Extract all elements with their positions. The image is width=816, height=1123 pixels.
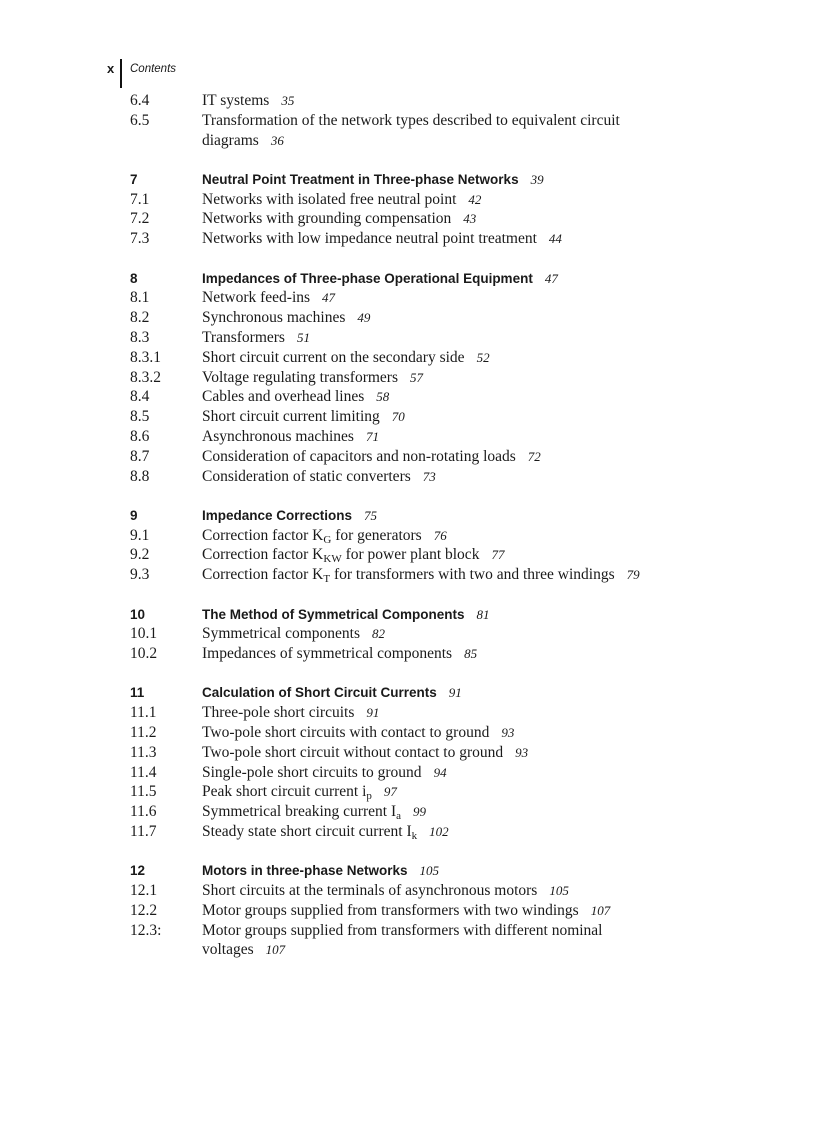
toc-entry[interactable] xyxy=(130,901,690,921)
entry-number: 8.7 xyxy=(130,447,150,465)
subscript: T xyxy=(323,573,331,586)
entry-title-text: voltages xyxy=(202,941,254,959)
toc-section xyxy=(130,506,690,585)
entry-number: 6.4 xyxy=(130,92,150,109)
entry-page: 47 xyxy=(322,290,336,306)
entry-number: 9.1 xyxy=(130,526,150,544)
toc-entry[interactable] xyxy=(130,111,690,131)
entry-title xyxy=(202,644,690,664)
chapter-number: 8 xyxy=(130,270,138,286)
entry-title-text: Symmetrical breaking current I xyxy=(202,803,397,821)
entry-title-text: IT systems xyxy=(202,92,270,109)
entry-number: 11.6 xyxy=(130,803,157,821)
chapter-page: 39 xyxy=(530,171,544,187)
entry-title-text: Correction factor K xyxy=(202,566,324,584)
entry-title-text: Consideration of capacitors and non-rotating loads xyxy=(202,447,516,465)
toc-entry[interactable] xyxy=(130,190,690,210)
entry-page: 82 xyxy=(371,626,385,642)
toc-entry[interactable] xyxy=(130,743,690,763)
toc-entry[interactable] xyxy=(130,782,690,802)
entry-page: 35 xyxy=(281,93,295,108)
entry-title-text: Consideration of static converters xyxy=(202,467,411,485)
entry-number: 10.1 xyxy=(130,625,158,643)
entry-title xyxy=(202,387,690,407)
chapter-title-text: The Method of Symmetrical Components xyxy=(202,606,465,622)
entry-title: Transformation of the network types described to equivalent circuit xyxy=(202,111,620,129)
entry-title-text: Steady state short circuit current I xyxy=(202,823,412,840)
entry-title-text: Asynchronous machines xyxy=(202,427,354,445)
entry-page: 49 xyxy=(357,310,371,326)
chapter-page: 105 xyxy=(419,863,440,879)
entry-page: 51 xyxy=(296,329,310,345)
entry-number: 8.6 xyxy=(130,427,150,445)
entry-title xyxy=(202,308,690,328)
toc-section xyxy=(130,269,690,487)
chapter-title xyxy=(202,605,690,625)
entry-title-text: Networks with low impedance neutral point treatment xyxy=(202,230,537,248)
entry-title-text: Network feed-ins xyxy=(202,289,311,307)
entry-title xyxy=(202,190,690,210)
subscript: a xyxy=(396,810,401,823)
entry-page: 57 xyxy=(410,369,423,385)
entry-title xyxy=(202,723,690,743)
chapter-title-text: Calculation of Short Circuit Currents xyxy=(202,685,437,701)
entry-title-text: Short circuit current limiting xyxy=(202,408,380,426)
entry-number: 8.4 xyxy=(130,388,150,406)
running-head: Contents xyxy=(130,63,177,75)
entry-number: 12.2 xyxy=(130,901,158,919)
entry-page: 107 xyxy=(265,942,286,958)
entry-title xyxy=(202,288,690,308)
entry-number: 8.1 xyxy=(130,289,150,307)
entry-title xyxy=(202,427,690,447)
entry-title xyxy=(202,624,690,644)
entry-page: 58 xyxy=(376,389,390,405)
entry-page: 71 xyxy=(365,428,379,444)
entry-title-text: Networks with isolated free neutral point xyxy=(202,190,457,208)
entry-number: 8.3.2 xyxy=(130,368,161,386)
entry-number: 7.1 xyxy=(130,190,150,208)
toc-entry[interactable] xyxy=(130,387,690,407)
toc-chapter[interactable] xyxy=(130,605,690,625)
entry-page: 70 xyxy=(391,409,405,425)
toc-entry-continuation[interactable] xyxy=(130,131,690,151)
entry-title-text: Impedances of symmetrical components xyxy=(202,645,453,663)
entry-number: 9.3 xyxy=(130,566,150,584)
entry-page: 91 xyxy=(366,705,380,721)
entry-number: 11.4 xyxy=(130,763,157,781)
entry-title-text: Transformers xyxy=(202,328,285,346)
chapter-title-text: Impedance Corrections xyxy=(202,507,353,523)
toc-section xyxy=(130,683,690,841)
entry-title xyxy=(202,565,690,585)
entry-number: 7.3 xyxy=(130,230,150,248)
entry-title-text: Correction factor K xyxy=(202,546,324,564)
entry-number: 7.2 xyxy=(130,210,150,228)
entry-number: 11.3 xyxy=(130,743,157,761)
entry-number: 8.2 xyxy=(130,309,150,327)
entry-page: 105 xyxy=(549,883,569,899)
entry-title-text: Symmetrical components xyxy=(202,625,360,643)
entry-title xyxy=(202,881,690,901)
subscript: k xyxy=(411,830,418,842)
entry-number: 8.8 xyxy=(130,467,150,485)
entry-title xyxy=(202,91,690,111)
toc-entry[interactable] xyxy=(130,703,690,723)
entry-number: 11.5 xyxy=(130,783,157,801)
entry-number: 12.3: xyxy=(130,921,162,939)
toc-entry[interactable] xyxy=(130,427,690,447)
entry-title-text: Single-pole short circuits to ground xyxy=(202,763,422,781)
toc-entry[interactable] xyxy=(130,822,690,842)
entry-title xyxy=(202,763,690,783)
chapter-number: 11 xyxy=(130,685,145,701)
toc-entry[interactable] xyxy=(130,328,690,348)
toc-entry[interactable] xyxy=(130,91,690,111)
entry-number: 8.5 xyxy=(130,408,150,426)
toc-chapter[interactable] xyxy=(130,861,690,881)
toc-entry[interactable] xyxy=(130,407,690,427)
chapter-page: 91 xyxy=(448,685,462,701)
chapter-page: 47 xyxy=(544,270,558,286)
entry-page: 42 xyxy=(468,191,482,207)
entry-number: 11.2 xyxy=(130,724,157,742)
entry-title-text-rest: for transformers with two and three windings xyxy=(330,566,615,584)
entry-page: 73 xyxy=(422,468,436,484)
chapter-number: 7 xyxy=(130,171,138,187)
toc-entry[interactable] xyxy=(130,921,690,941)
entry-page: 44 xyxy=(548,231,562,247)
toc-entry[interactable] xyxy=(130,763,690,783)
entry-page: 72 xyxy=(527,448,541,464)
toc-chapter[interactable] xyxy=(130,683,690,703)
entry-title xyxy=(202,743,690,763)
chapter-title xyxy=(202,170,690,190)
entry-title xyxy=(202,348,690,368)
entry-title-text: Motor groups supplied from transformers with two windings xyxy=(202,901,579,919)
toc-entry[interactable] xyxy=(130,565,690,585)
entry-title: Motor groups supplied from transformers with different nominal xyxy=(202,921,603,939)
chapter-title xyxy=(202,269,690,289)
toc-entry[interactable] xyxy=(130,447,690,467)
toc-entry[interactable] xyxy=(130,209,690,229)
entry-page: 107 xyxy=(590,902,611,918)
chapter-title-text: Neutral Point Treatment in Three-phase Networks xyxy=(202,171,519,187)
entry-number: 10.2 xyxy=(130,645,158,663)
entry-page: 52 xyxy=(476,349,490,365)
entry-number: 8.3.1 xyxy=(130,348,161,366)
header-divider xyxy=(120,59,122,88)
entry-title xyxy=(202,407,690,427)
chapter-page: 75 xyxy=(364,507,378,523)
page-number: x xyxy=(107,61,115,76)
entry-title xyxy=(202,467,690,487)
toc-section xyxy=(130,91,690,150)
entry-title-text: Correction factor K xyxy=(202,526,324,544)
entry-title-text: Synchronous machines xyxy=(202,309,346,327)
toc-chapter[interactable] xyxy=(130,170,690,190)
entry-number: 11.1 xyxy=(130,704,157,722)
chapter-title xyxy=(202,683,690,703)
entry-title xyxy=(202,328,690,348)
entry-title xyxy=(202,901,690,921)
entry-title xyxy=(202,229,690,249)
entry-title xyxy=(202,782,690,802)
subscript: G xyxy=(323,533,332,546)
toc-chapter[interactable] xyxy=(130,269,690,289)
toc-chapter[interactable] xyxy=(130,506,690,526)
toc-entry[interactable] xyxy=(130,308,690,328)
chapter-number: 10 xyxy=(130,606,146,622)
entry-title-text: Two-pole short circuits with contact to ground xyxy=(202,724,490,742)
chapter-title xyxy=(202,861,690,881)
entry-title-text-rest: for power plant block xyxy=(341,546,480,564)
entry-title-text-rest: for generators xyxy=(331,526,422,544)
entry-page: 79 xyxy=(626,567,640,583)
entry-number: 8.3 xyxy=(130,328,150,346)
entry-page: 93 xyxy=(501,725,515,741)
entry-number: 11.7 xyxy=(130,823,157,840)
entry-title xyxy=(202,131,690,151)
entry-page: 93 xyxy=(515,744,529,760)
chapter-number: 12 xyxy=(130,863,146,879)
entry-page: 77 xyxy=(491,547,505,563)
toc-section xyxy=(130,605,690,664)
entry-title-text: Two-pole short circuit without contact to ground xyxy=(202,743,504,761)
toc-section xyxy=(130,170,690,249)
toc-entry[interactable] xyxy=(130,723,690,743)
toc-entry[interactable] xyxy=(130,624,690,644)
entry-title-text: Three-pole short circuits xyxy=(202,704,355,722)
entry-page: 94 xyxy=(433,764,447,780)
entry-title xyxy=(202,802,690,822)
entry-page: 76 xyxy=(433,527,447,543)
entry-title xyxy=(202,526,690,546)
toc-section xyxy=(130,861,690,960)
entry-title xyxy=(202,368,690,388)
entry-page: 102 xyxy=(429,824,449,839)
entry-title xyxy=(202,545,690,565)
subscript: KW xyxy=(323,553,342,566)
entry-number: 6.5 xyxy=(130,111,150,129)
entry-page: 99 xyxy=(413,804,426,820)
toc-entry[interactable] xyxy=(130,644,690,664)
entry-title-text: Peak short circuit current i xyxy=(202,783,367,801)
toc-entry[interactable] xyxy=(130,545,690,565)
toc-entry[interactable] xyxy=(130,467,690,487)
entry-title xyxy=(202,209,690,229)
subscript: p xyxy=(366,790,372,803)
entry-number: 12.1 xyxy=(130,882,158,900)
chapter-number: 9 xyxy=(130,507,138,523)
toc-entry[interactable] xyxy=(130,881,690,901)
entry-page: 43 xyxy=(463,211,477,227)
table-of-contents xyxy=(130,91,690,980)
toc-entry[interactable] xyxy=(130,288,690,308)
entry-number: 9.2 xyxy=(130,546,150,564)
chapter-title xyxy=(202,506,690,526)
toc-entry[interactable] xyxy=(130,526,690,546)
entry-page: 85 xyxy=(464,646,478,662)
chapter-title-text: Impedances of Three-phase Operational Equipment xyxy=(202,270,533,286)
chapter-page: 81 xyxy=(476,606,490,622)
entry-title-text: diagrams xyxy=(202,131,259,149)
entry-title xyxy=(202,822,690,842)
toc-entry[interactable] xyxy=(130,802,690,822)
entry-title xyxy=(202,703,690,723)
entry-title xyxy=(202,447,690,467)
entry-title-text: Networks with grounding compensation xyxy=(202,210,452,228)
toc-entry[interactable] xyxy=(130,348,690,368)
toc-entry[interactable] xyxy=(130,368,690,388)
chapter-title-text: Motors in three-phase Networks xyxy=(202,863,408,879)
entry-page: 97 xyxy=(383,784,397,800)
entry-title-text: Cables and overhead lines xyxy=(202,388,365,406)
entry-title-text: Short circuits at the terminals of asynchronous motors xyxy=(202,882,538,900)
entry-title-text: Voltage regulating transformers xyxy=(202,368,398,386)
toc-entry[interactable] xyxy=(130,229,690,249)
toc-entry-continuation[interactable] xyxy=(130,940,690,960)
entry-page: 36 xyxy=(270,132,284,148)
entry-title xyxy=(202,940,690,960)
entry-title-text: Short circuit current on the secondary side xyxy=(202,348,465,366)
